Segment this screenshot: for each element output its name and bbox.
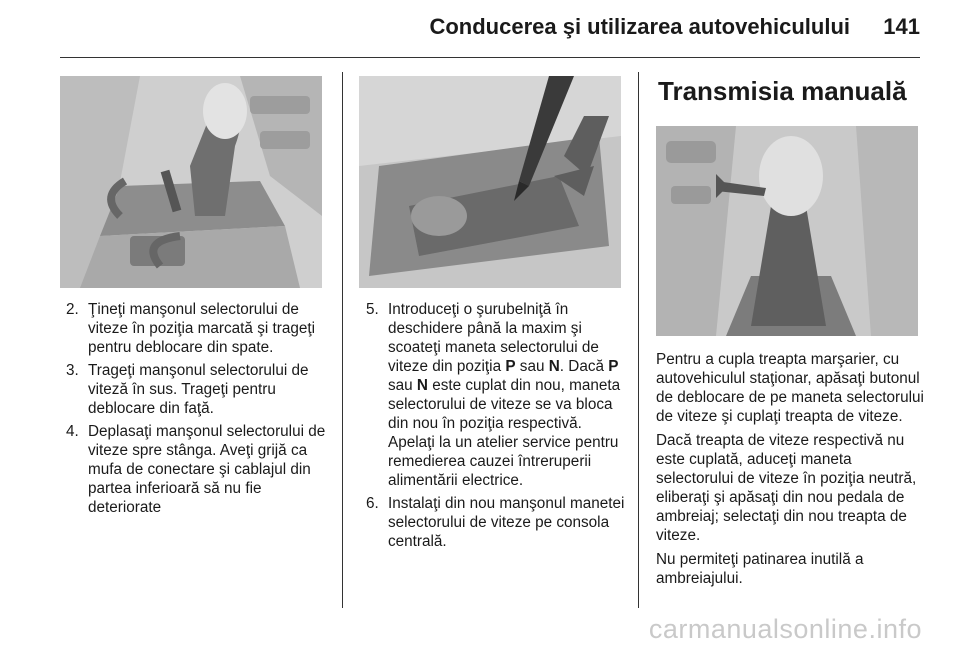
text-run: sau xyxy=(388,377,417,394)
list-item xyxy=(66,422,334,517)
step-text: Ţineţi manşonul selectorului de viteze în poziţia marcată şi trageţi pentru deblocare din spate. xyxy=(88,301,316,356)
position-n: N xyxy=(416,377,428,394)
section-title: Transmisia manuală xyxy=(658,76,907,106)
manual-gear-lever-icon xyxy=(656,126,918,336)
position-n: N xyxy=(548,358,560,375)
position-p: P xyxy=(608,358,619,375)
column-divider-1 xyxy=(342,72,343,608)
gear-shifter-boot-removal-icon xyxy=(60,76,322,288)
step-number: 4. xyxy=(66,423,79,440)
step-number: 2. xyxy=(66,301,79,318)
step-text: Deplasaţi manşonul selectorului de viteze spre stânga. Aveţi grijă ca mufa de conectare şi cablajul din partea inferioară să nu fie deteriorate xyxy=(88,423,326,516)
step-text: Instalaţi din nou manşonul manetei selectorului de viteze pe consola centrală. xyxy=(388,495,625,550)
watermark: carmanualsonline.info xyxy=(648,614,922,644)
step-text xyxy=(388,301,620,489)
paragraph: Nu permiteţi patinarea inutilă a ambreiajului. xyxy=(656,551,864,587)
page-number: 141 xyxy=(883,14,920,39)
position-p: P xyxy=(505,358,516,375)
screwdriver-release-icon xyxy=(359,76,621,288)
step-number: 5. xyxy=(366,301,379,318)
paragraph: Pentru a cupla treapta marşarier, cu autovehiculul staţionar, apăsaţi butonul de deblocare de pe maneta selectorului de viteze şi cuplaţi treapta de viteze. xyxy=(656,351,924,425)
step-number: 3. xyxy=(66,362,79,379)
paragraph: Dacă treapta de viteze respectivă nu este cuplată, aduceţi maneta selectorului de viteze în poziţia neutră, eliberaţi şi apăsaţi din nou pedala de ambreiaj; selectaţi din nou treapta de viteze. xyxy=(656,432,917,544)
step-text: Trageţi manşonul selectorului de viteză în sus. Trageţi pentru deblocare din faţă. xyxy=(88,362,309,417)
list-item xyxy=(366,494,628,551)
text-run: Introduceţi o şurubelniţă în deschidere până la maxim şi scoateţi maneta selectorului de viteze din poziţia xyxy=(388,301,599,375)
list-item xyxy=(66,300,334,357)
steps-column-2 xyxy=(366,300,628,555)
running-header-title: Conducerea şi utilizarea autovehiculului xyxy=(429,14,850,39)
column-divider-2 xyxy=(638,72,639,608)
text-run: . Dacă xyxy=(559,358,609,375)
list-item xyxy=(366,300,628,490)
step-number: 6. xyxy=(366,495,379,512)
text-run: este cuplat din nou, maneta selectorului de viteze se va bloca din nou în poziţia respectivă. Apelaţi la un atelier service pentru remedierea cauzei întreruperii alimentării electrice. xyxy=(388,377,621,489)
steps-column-1 xyxy=(66,300,334,521)
manual-transmission-text xyxy=(656,350,926,593)
header-divider xyxy=(60,57,920,58)
text-run: sau xyxy=(515,358,549,375)
list-item xyxy=(66,361,334,418)
